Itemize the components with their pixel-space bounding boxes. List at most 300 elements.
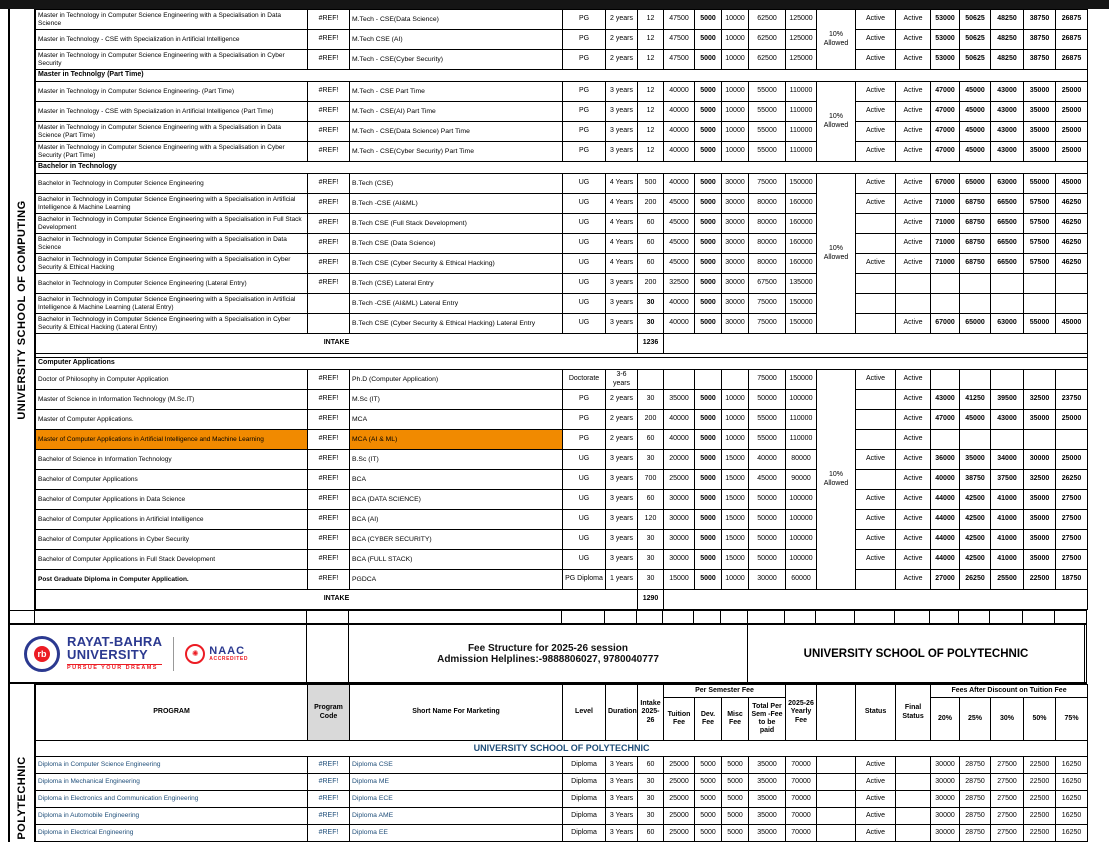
cell-level: UG: [563, 490, 606, 510]
cell-dev: 5000: [695, 757, 722, 774]
cell-d20: [931, 370, 960, 390]
cell-status: [856, 570, 896, 590]
section-header: Bachelor in Technology: [36, 162, 1088, 174]
cell-code: #REF!: [308, 30, 350, 50]
cell-status: Active: [856, 30, 896, 50]
cell-d75: [1056, 430, 1088, 450]
cell-d75: 16250: [1056, 791, 1088, 808]
cell-intake: 60: [638, 214, 664, 234]
col-header-short-name: Short Name For Marketing: [350, 685, 563, 741]
cell-program: Master in Technology - CSE with Specialization in Artificial Intelligence: [36, 30, 308, 50]
cell-short: M.Sc (IT): [350, 390, 563, 410]
cell-d50: 35000: [1024, 82, 1056, 102]
cell-yearly: 160000: [786, 254, 817, 274]
cell-short: M.Tech - CSE(Data Science) Part Time: [350, 122, 563, 142]
cell-d30: 34000: [991, 450, 1024, 470]
cell-d20: 47000: [931, 102, 960, 122]
cell-d30: 66500: [991, 234, 1024, 254]
cell-status: [856, 470, 896, 490]
cell-yearly: 70000: [786, 757, 817, 774]
cell-code: #REF!: [308, 808, 350, 825]
cell-short: B.Sc (IT): [350, 450, 563, 470]
cell-program: Post Graduate Diploma in Computer Application.: [36, 570, 308, 590]
cell-status: [856, 314, 896, 334]
cell-final: Active: [896, 82, 931, 102]
cell-status: Active: [856, 174, 896, 194]
cell-total: 75000: [749, 174, 786, 194]
table-row: [36, 808, 1088, 825]
cell-duration: 2 years: [606, 30, 638, 50]
cell-misc: 10000: [722, 570, 749, 590]
cell-tuition: 30000: [664, 530, 695, 550]
cell-d50: 38750: [1024, 30, 1056, 50]
empty-cell: [636, 611, 662, 624]
cell-tuition: 25000: [664, 791, 695, 808]
cell-program: Master of Science in Information Technology (M.Sc.IT): [36, 390, 308, 410]
empty-cell: [604, 611, 636, 624]
cell-d20: 44000: [931, 510, 960, 530]
cell-d25: 50625: [960, 30, 991, 50]
polytechnic-vertical-strip: [10, 684, 35, 842]
cell-yearly: 70000: [786, 808, 817, 825]
cell-d50: 55000: [1024, 314, 1056, 334]
cell-yearly: 100000: [786, 490, 817, 510]
cell-tuition: 30000: [664, 510, 695, 530]
cell-dev: 5000: [695, 274, 722, 294]
cell-discount-allowed: [817, 825, 856, 842]
cell-intake: 200: [638, 194, 664, 214]
cell-short: B.Tech -CSE (AI&ML): [350, 194, 563, 214]
cell-d30: 41000: [991, 550, 1024, 570]
cell-level: PG: [563, 30, 606, 50]
computing-section: [8, 9, 1087, 610]
cell-total: 67500: [749, 274, 786, 294]
cell-tuition: 25000: [664, 757, 695, 774]
cell-d30: 48250: [991, 50, 1024, 70]
cell-total: 55000: [749, 122, 786, 142]
cell-d30: 39500: [991, 390, 1024, 410]
cell-status: Active: [856, 194, 896, 214]
cell-d30: 43000: [991, 82, 1024, 102]
cell-tuition: 40000: [664, 314, 695, 334]
cell-d25: 38750: [960, 470, 991, 490]
cell-d25: 42500: [960, 510, 991, 530]
cell-total: 75000: [749, 314, 786, 334]
cell-intake: 60: [638, 757, 664, 774]
cell-dev: 5000: [695, 808, 722, 825]
polytechnic-school-title: UNIVERSITY SCHOOL OF POLYTECHNIC: [803, 647, 1029, 660]
cell-status: Active: [856, 450, 896, 470]
cell-intake: 30: [638, 530, 664, 550]
cell-d50: 22500: [1024, 791, 1056, 808]
cell-yearly: 90000: [786, 470, 817, 490]
cell-d50: 22500: [1024, 825, 1056, 842]
cell-duration: 3 Years: [606, 825, 638, 842]
cell-total: 55000: [749, 82, 786, 102]
cell-total: 62500: [749, 30, 786, 50]
table-row: [36, 410, 1088, 430]
cell-d75: 25000: [1056, 102, 1088, 122]
cell-dev: 5000: [695, 490, 722, 510]
cell-total: 35000: [749, 791, 786, 808]
cell-d30: 43000: [991, 410, 1024, 430]
cell-duration: 3 years: [606, 274, 638, 294]
cell-level: UG: [563, 510, 606, 530]
cell-misc: 30000: [722, 214, 749, 234]
cell-dev: 5000: [695, 142, 722, 162]
cell-d30: 27500: [991, 825, 1024, 842]
cell-d25: 65000: [960, 174, 991, 194]
naac-badge: [185, 644, 248, 664]
cell-level: PG: [563, 142, 606, 162]
cell-d25: 26250: [960, 570, 991, 590]
cell-yearly: 70000: [786, 791, 817, 808]
cell-misc: 15000: [722, 470, 749, 490]
cell-level: PG: [563, 50, 606, 70]
cell-yearly: 160000: [786, 234, 817, 254]
cell-d50: 22500: [1024, 774, 1056, 791]
cell-total: 55000: [749, 410, 786, 430]
cell-final: Active: [896, 550, 931, 570]
cell-dev: 5000: [695, 254, 722, 274]
col-header-allowed: [817, 685, 856, 741]
col-header-duration: Duration: [606, 685, 638, 741]
cell-program: Master in Technology in Computer Science Engineering- (Part Time): [36, 82, 308, 102]
cell-dev: 5000: [695, 550, 722, 570]
cell-program: Master of Computer Applications.: [36, 410, 308, 430]
cell-total: 35000: [749, 825, 786, 842]
cell-code: [308, 314, 350, 334]
cell-d25: 68750: [960, 214, 991, 234]
table-row: [36, 294, 1088, 314]
cell-d20: 40000: [931, 470, 960, 490]
cell-d25: 45000: [960, 82, 991, 102]
cell-d50: 35000: [1024, 490, 1056, 510]
cell-d20: 30000: [931, 808, 960, 825]
cell-program: Diploma in Mechanical Engineering: [36, 774, 308, 791]
cell-d50: 32500: [1024, 390, 1056, 410]
cell-code: #REF!: [308, 174, 350, 194]
cell-level: UG: [563, 294, 606, 314]
cell-misc: 5000: [722, 808, 749, 825]
cell-d25: 45000: [960, 122, 991, 142]
cell-intake: 120: [638, 510, 664, 530]
cell-yearly: 150000: [786, 294, 817, 314]
cell-d25: 28750: [960, 791, 991, 808]
cell-misc: 30000: [722, 194, 749, 214]
cell-d20: 30000: [931, 791, 960, 808]
cell-yearly: 100000: [786, 510, 817, 530]
cell-status: [856, 430, 896, 450]
empty-cell: [958, 611, 989, 624]
cell-tuition: 25000: [664, 470, 695, 490]
cell-short: Diploma ME: [350, 774, 563, 791]
cell-total: 30000: [749, 570, 786, 590]
cell-total: 80000: [749, 254, 786, 274]
cell-misc: [722, 370, 749, 390]
cell-tuition: 47500: [664, 10, 695, 30]
cell-intake: 60: [638, 430, 664, 450]
cell-d20: 43000: [931, 390, 960, 410]
cell-d20: 71000: [931, 194, 960, 214]
cell-d20: 71000: [931, 254, 960, 274]
empty-cell: [561, 611, 604, 624]
table-row: [36, 470, 1088, 490]
cell-intake: 30: [638, 808, 664, 825]
cell-tuition: 15000: [664, 570, 695, 590]
cell-program: Bachelor in Technology in Computer Science Engineering with a Specialisation in Data Science: [36, 234, 308, 254]
cell-tuition: 40000: [664, 122, 695, 142]
cell-level: UG: [563, 214, 606, 234]
cell-code: #REF!: [308, 757, 350, 774]
cell-d20: [931, 430, 960, 450]
cell-tuition: 40000: [664, 410, 695, 430]
cell-short: M.Tech CSE (AI): [350, 30, 563, 50]
cell-total: 55000: [749, 102, 786, 122]
cell-total: 35000: [749, 808, 786, 825]
empty-cell: [989, 611, 1022, 624]
cell-d30: 43000: [991, 142, 1024, 162]
col-header-yearly-fee: 2025-26 Yearly Fee: [786, 685, 817, 741]
cell-total: 40000: [749, 450, 786, 470]
cell-yearly: 125000: [786, 30, 817, 50]
cell-d20: [931, 294, 960, 314]
cell-duration: 2 years: [606, 390, 638, 410]
cell-duration: 3 Years: [606, 757, 638, 774]
section-header-row: [36, 70, 1088, 82]
cell-status: Active: [856, 757, 896, 774]
cell-d75: 27500: [1056, 490, 1088, 510]
cell-d75: 27500: [1056, 530, 1088, 550]
cell-d50: 57500: [1024, 234, 1056, 254]
cell-code: #REF!: [308, 450, 350, 470]
cell-dev: 5000: [695, 122, 722, 142]
table-row: [36, 490, 1088, 510]
col-header-program-code: Program Code: [308, 685, 350, 741]
table-row: [36, 174, 1088, 194]
cell-yearly: 150000: [786, 174, 817, 194]
cell-short: MCA (AI & ML): [350, 430, 563, 450]
cell-yearly: 80000: [786, 450, 817, 470]
cell-program: Diploma in Electronics and Communication Engineering: [36, 791, 308, 808]
cell-level: Doctorate: [563, 370, 606, 390]
cell-final: Active: [896, 102, 931, 122]
cell-d75: 25000: [1056, 450, 1088, 470]
empty-cell: [854, 611, 894, 624]
cell-intake: [638, 370, 664, 390]
cell-yearly: 100000: [786, 390, 817, 410]
cell-d75: [1056, 370, 1088, 390]
cell-code: #REF!: [308, 122, 350, 142]
cell-yearly: 110000: [786, 142, 817, 162]
cell-program: Master in Technology in Computer Science Engineering with a Specialisation in Cyber Security (Part Time): [36, 142, 308, 162]
cell-discount-allowed: [817, 791, 856, 808]
intake-row: [36, 334, 1088, 354]
cell-total: 55000: [749, 142, 786, 162]
cell-dev: 5000: [695, 825, 722, 842]
col-header-intake: Intake 2025-26: [638, 685, 664, 741]
cell-program: Bachelor of Computer Applications: [36, 470, 308, 490]
cell-short: M.Tech - CSE(Cyber Security): [350, 50, 563, 70]
cell-total: 80000: [749, 214, 786, 234]
cell-yearly: 125000: [786, 50, 817, 70]
empty-cell: [720, 611, 747, 624]
cell-d20: 53000: [931, 10, 960, 30]
cell-final: Active: [896, 470, 931, 490]
cell-d20: 44000: [931, 490, 960, 510]
cell-d20: 53000: [931, 50, 960, 70]
cell-intake: 30: [638, 450, 664, 470]
cell-d50: 22500: [1024, 808, 1056, 825]
table-row: [36, 274, 1088, 294]
table-row: [36, 450, 1088, 470]
cell-d50: 35000: [1024, 510, 1056, 530]
cell-duration: 3 Years: [606, 808, 638, 825]
cell-intake: 200: [638, 410, 664, 430]
cell-final: Active: [896, 50, 931, 70]
cell-duration: 3 years: [606, 550, 638, 570]
cell-short: Diploma EE: [350, 825, 563, 842]
naac-accredited-label: ACCREDITED: [209, 655, 249, 662]
logo-divider: [173, 637, 174, 671]
cell-short: B.Tech CSE (Data Science): [350, 234, 563, 254]
cell-short: M.Tech - CSE(AI) Part Time: [350, 102, 563, 122]
cell-misc: 10000: [722, 390, 749, 410]
col-group-per-semester-fee: Per Semester Fee: [664, 685, 786, 698]
cell-d30: 27500: [991, 791, 1024, 808]
cell-dev: 5000: [695, 102, 722, 122]
table-row: [36, 82, 1088, 102]
cell-level: Diploma: [563, 808, 606, 825]
col-header-final-status: Final Status: [896, 685, 931, 741]
cell-dev: 5000: [695, 774, 722, 791]
polytechnic-table: [35, 684, 1088, 842]
cell-tuition: 45000: [664, 214, 695, 234]
brand-line2: UNIVERSITY: [67, 647, 149, 663]
table-row: [36, 102, 1088, 122]
cell-misc: 5000: [722, 757, 749, 774]
col-header-program: PROGRAM: [36, 685, 308, 741]
cell-d75: 26875: [1056, 10, 1088, 30]
cell-total: 45000: [749, 470, 786, 490]
cell-d30: [991, 430, 1024, 450]
cell-tuition: 32500: [664, 274, 695, 294]
cell-final: Active: [896, 122, 931, 142]
cell-yearly: 70000: [786, 825, 817, 842]
cell-d50: 57500: [1024, 194, 1056, 214]
cell-code: #REF!: [308, 142, 350, 162]
cell-code: #REF!: [308, 194, 350, 214]
cell-discount-allowed: 10% Allowed: [817, 82, 856, 162]
cell-short: Diploma AME: [350, 808, 563, 825]
cell-total: 50000: [749, 530, 786, 550]
cell-code: #REF!: [308, 10, 350, 30]
cell-d30: 43000: [991, 122, 1024, 142]
cell-duration: 2 years: [606, 430, 638, 450]
cell-short: Diploma CSE: [350, 757, 563, 774]
intake-row: [36, 590, 1088, 610]
table-row: [36, 370, 1088, 390]
cell-level: PG: [563, 430, 606, 450]
cell-d25: 35000: [960, 450, 991, 470]
table-row: [36, 570, 1088, 590]
table-row: [36, 825, 1088, 842]
cell-d30: 27500: [991, 757, 1024, 774]
cell-d20: 71000: [931, 234, 960, 254]
cell-d25: 28750: [960, 825, 991, 842]
cell-intake: 30: [638, 314, 664, 334]
cell-level: Diploma: [563, 757, 606, 774]
cell-misc: 10000: [722, 410, 749, 430]
cell-duration: 3 years: [606, 490, 638, 510]
cell-final: Active: [896, 490, 931, 510]
table-row: [36, 550, 1088, 570]
table-row: [36, 30, 1088, 50]
cell-intake: 12: [638, 102, 664, 122]
cell-status: Active: [856, 254, 896, 274]
cell-intake: 30: [638, 550, 664, 570]
computing-vertical-strip: [10, 9, 35, 610]
cell-d20: 30000: [931, 825, 960, 842]
cell-dev: 5000: [695, 430, 722, 450]
empty-cell: [815, 611, 854, 624]
table-row: [36, 791, 1088, 808]
cell-program: Master in Technology - CSE with Specialization in Artificial Intelligence (Part Time): [36, 102, 308, 122]
cell-dev: 5000: [695, 570, 722, 590]
naac-seal-icon: ✺: [185, 644, 205, 664]
brand-line1: RAYAT-BAHRA: [67, 634, 163, 650]
cell-level: UG: [563, 194, 606, 214]
cell-level: PG: [563, 122, 606, 142]
empty-cell: [784, 611, 815, 624]
table-row: [36, 50, 1088, 70]
cell-d75: 46250: [1056, 254, 1088, 274]
cell-program: Bachelor in Technology in Computer Science Engineering (Lateral Entry): [36, 274, 308, 294]
cell-short: B.Tech (CSE) Lateral Entry: [350, 274, 563, 294]
cell-misc: 10000: [722, 142, 749, 162]
cell-code: #REF!: [308, 274, 350, 294]
cell-d25: 45000: [960, 410, 991, 430]
cell-tuition: 40000: [664, 294, 695, 314]
cell-program: Diploma in Electrical Engineering: [36, 825, 308, 842]
cell-intake: 60: [638, 254, 664, 274]
cell-yearly: 60000: [786, 570, 817, 590]
cell-duration: 4 Years: [606, 174, 638, 194]
cell-intake: 500: [638, 174, 664, 194]
table-row: [36, 142, 1088, 162]
cell-d20: [931, 274, 960, 294]
cell-status: [856, 294, 896, 314]
cell-final: Active: [896, 214, 931, 234]
cell-dev: 5000: [695, 791, 722, 808]
cell-level: UG: [563, 530, 606, 550]
cell-d25: 28750: [960, 774, 991, 791]
cell-tuition: 47500: [664, 50, 695, 70]
cell-duration: 3 years: [606, 510, 638, 530]
cell-dev: 5000: [695, 294, 722, 314]
cell-d50: [1024, 274, 1056, 294]
table-row: [36, 194, 1088, 214]
cell-duration: 4 Years: [606, 194, 638, 214]
cell-misc: 10000: [722, 10, 749, 30]
cell-d20: 67000: [931, 314, 960, 334]
cell-status: Active: [856, 791, 896, 808]
intake-total-value: 1236: [638, 334, 664, 354]
cell-level: UG: [563, 470, 606, 490]
cell-yearly: 150000: [786, 314, 817, 334]
cell-yearly: 70000: [786, 774, 817, 791]
table-row: [36, 314, 1088, 334]
